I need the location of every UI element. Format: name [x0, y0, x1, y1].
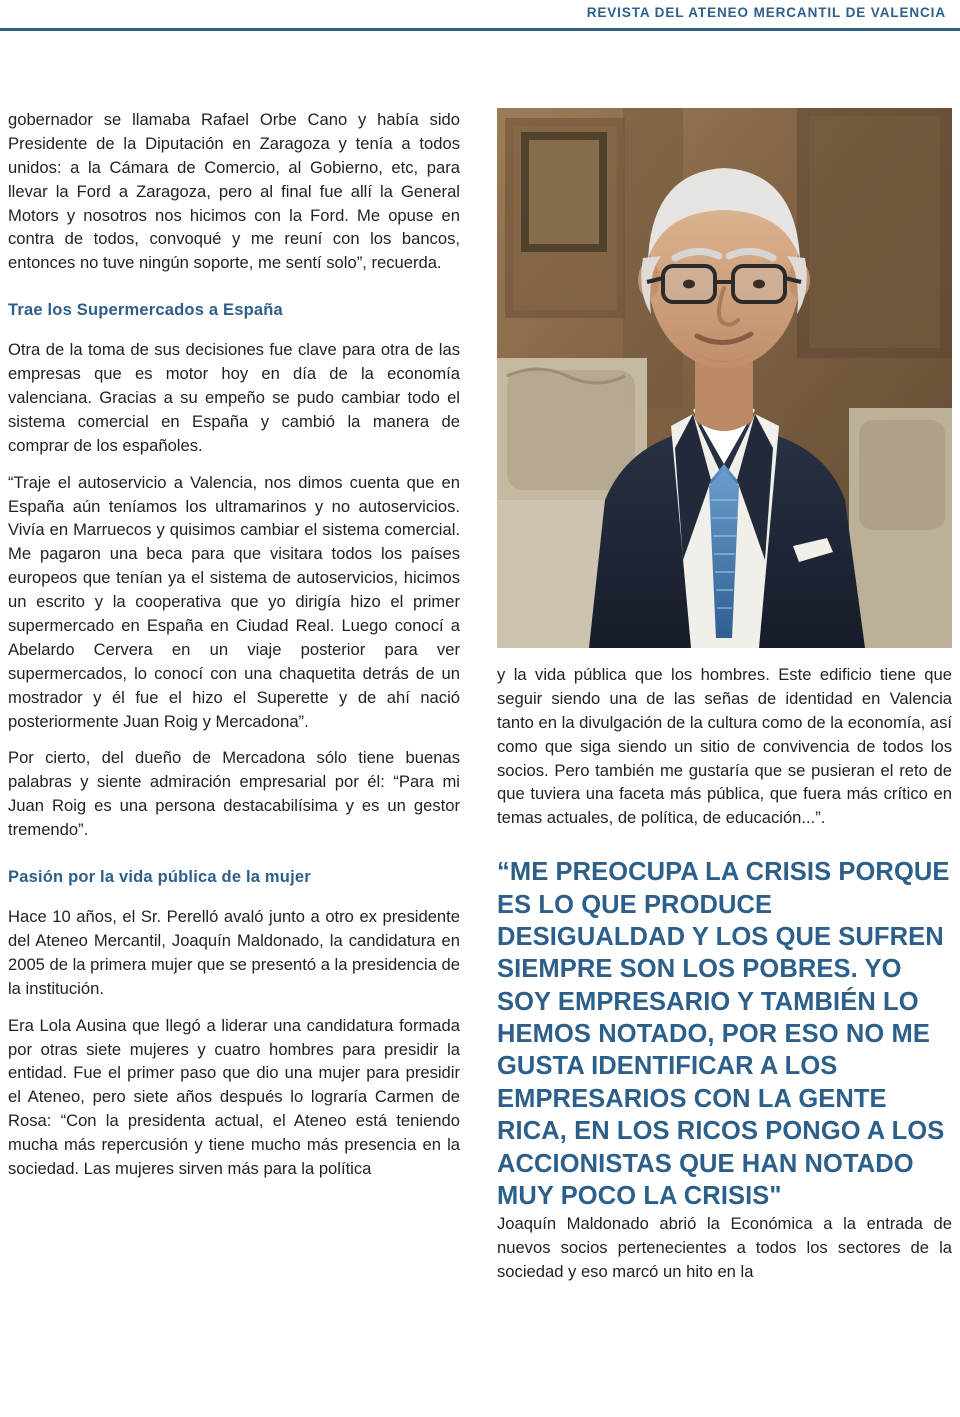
subheading-pasion: Pasión por la vida pública de la mujer	[8, 868, 311, 887]
paragraph: “Traje el autoservicio a Valencia, nos dimos cuenta que en España aún teníamos los ultramarinos y no autoservicios. Vivía en Marruecos y quisimos cambiar el sistema comercial. Me pagaron una beca para que visitara todos los países europeos que tenían ya el sistema de autoservicios, hicimos un escrito y la cooperativa que yo dirigía hizo el primer supermercado en España en Ciudad Real. Luego conocí a Abelardo Cervera en un viaje posterior para ver supermercados, lo conocí con una chaquetita detrás de un mostrador y él fue el hizo el Superette y de ahí nació posteriormente Juan Roig y Mercadona”.	[8, 472, 460, 731]
subheading-supermercados: Trae los Supermercados a España	[8, 301, 283, 320]
paragraph: Hace 10 años, el Sr. Perelló avaló junto a otro ex presidente del Ateneo Mercantil, Joaquín Maldonado, la candidatura en 2005 de la primera mujer que se presentó a la presidencia de la institución.	[8, 907, 460, 998]
paragraph: Por cierto, del dueño de Mercadona sólo tiene buenas palabras y siente admiración empresarial por él: “Para mi Juan Roig es una persona destacabilísima y es un gestor tremendo”.	[8, 748, 460, 840]
portrait-illustration	[497, 108, 952, 648]
publication-title: REVISTA DEL ATENEO MERCANTIL DE VALENCIA	[586, 5, 946, 20]
paragraph: gobernador se llamaba Rafael Orbe Cano y había sido Presidente de la Diputación en Zaragoza y tenía a todos unidos: a la Cámara de Comercio, al Gobierno, etc, para llevar la Ford a Zaragoza, pero al final fue allí la General Motors y nosotros nos hicimos con la Ford. Me opuse en contra de todos, convoqué y me reuní con los bancos, entonces no tuve ningún soporte, me sentí solo”, recuerda.	[8, 110, 460, 273]
paragraph: y la vida pública que los hombres. Este edificio tiene que seguir siendo una de las señas de identidad en Valencia tanto en la divulgación de la cultura como de la economía, así como que siga siendo un sitio de convivencia de todos los socios. Pero también me gustaría que se pusieran el reto de que tuviera una faceta más pública, que fuera más crítico en temas actuales, de política, de educación...”.	[497, 665, 952, 828]
paragraph: Joaquín Maldonado abrió la Económica a la entrada de nuevos socios pertenecientes a todos los sectores de la sociedad y eso marcó un hito en la	[497, 1214, 952, 1282]
header-divider	[0, 28, 960, 31]
page-header	[0, 0, 960, 34]
pull-quote: “ME PREOCUPA LA CRISIS PORQUE ES LO QUE PRODUCE DESIGUALDAD Y LOS QUE SUFREN SIEMPRE SON LOS POBRES. YO SOY EMPRESARIO Y TAMBIÉN LO HEMOS NOTADO, POR ESO NO ME GUSTA IDENTIFICAR A LOS EMPRESARIOS CON LA GENTE RICA, EN LOS RICOS PONGO A LOS ACCIONISTAS QUE HAN NOTADO MUY POCO LA CRISIS"	[497, 858, 950, 1210]
portrait-photo	[497, 108, 952, 648]
paragraph: Otra de la toma de sus decisiones fue clave para otra de las empresas que es motor hoy en día de la economía valenciana. Gracias a su empeño se pudo cambiar todo el sistema comercial en España y cambió la manera de comprar de los españoles.	[8, 340, 460, 455]
paragraph: Era Lola Ausina que llegó a liderar una candidatura formada por otras siete mujeres y cuatro hombres para presidir la entidad. Fue el primer paso que dio una mujer para presidir el Ateneo, pero siete años después lo lograría Carmen de Rosa: “Con la presidenta actual, el Ateneo está teniendo mucha más repercusión y tiene mucho más presencia en la sociedad. Las mujeres sirven más para la política	[8, 1015, 460, 1178]
left-column	[8, 108, 460, 1181]
right-column	[497, 663, 952, 1284]
